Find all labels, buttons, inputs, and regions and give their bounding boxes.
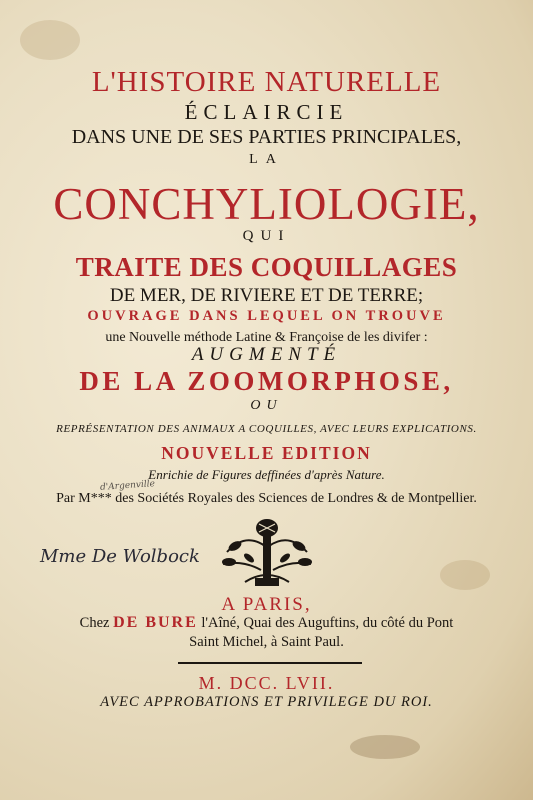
- privilege-line: AVEC APPROBATIONS ET PRIVILEGE DU ROI.: [100, 694, 433, 710]
- imprint-publisher: DE BURE: [113, 614, 198, 631]
- title-line-conchyliologie: CONCHYLIOLOGIE,: [53, 179, 480, 229]
- printers-ornament-icon: [215, 512, 319, 592]
- handwritten-author-note: d'Argenville: [99, 479, 156, 493]
- title-line-ou: OU: [250, 398, 283, 413]
- imprint-rule: [178, 662, 362, 664]
- title-line-enrichie: Enrichie de Figures deffinées d'après Nature.: [148, 467, 385, 482]
- title-line-representation: REPRÉSENTATION DES ANIMAUX A COQUILLES, AVEC LEURS EXPLICATIONS.: [56, 423, 477, 435]
- foxing-stain: [440, 560, 490, 590]
- title-line-coquillages: TRAITE DES COQUILLAGES: [75, 252, 458, 282]
- publication-date: M. DCC. LVII.: [198, 673, 335, 693]
- title-line-nouvelle-edition: NOUVELLE EDITION: [161, 443, 372, 463]
- title-line-la: LA: [249, 152, 284, 167]
- imprint-prefix: Chez: [79, 615, 110, 631]
- title-line-ouvrage: OUVRAGE DANS LEQUEL ON TROUVE: [87, 308, 446, 324]
- foxing-stain: [20, 20, 80, 60]
- foxing-stain: [350, 735, 420, 759]
- title-line-mer-riviere: DE MER, DE RIVIERE ET DE TERRE;: [109, 285, 424, 306]
- imprint-place: A PARIS,: [221, 594, 312, 615]
- title-line-histoire: L'HISTOIRE NATURELLE: [91, 66, 442, 98]
- handwritten-owner-inscription: Mme De Wolbock: [40, 546, 200, 567]
- title-line-author: Par M*** des Sociétés Royales des Sciences de Londres & de Montpellier.: [56, 491, 477, 506]
- imprint-address: l'Aîné, Quai des Auguftins, du côté du Pont: [201, 615, 454, 631]
- title-line-qui: QUI: [242, 228, 291, 244]
- imprint-address-line2: Saint Michel, à Saint Paul.: [189, 634, 344, 650]
- title-line-eclaircie: ÉCLAIRCIE: [184, 100, 349, 124]
- imprint-publisher-line: [0, 614, 533, 632]
- title-line-zoomorphose: DE LA ZOOMORPHOSE,: [79, 366, 454, 396]
- title-line-methode: une Nouvelle méthode Latine & Françoise de les divifer :: [105, 330, 428, 345]
- title-line-augmente: AUGMENTÉ: [191, 344, 342, 365]
- title-line-parties: DANS UNE DE SES PARTIES PRINCIPALES,: [71, 126, 462, 148]
